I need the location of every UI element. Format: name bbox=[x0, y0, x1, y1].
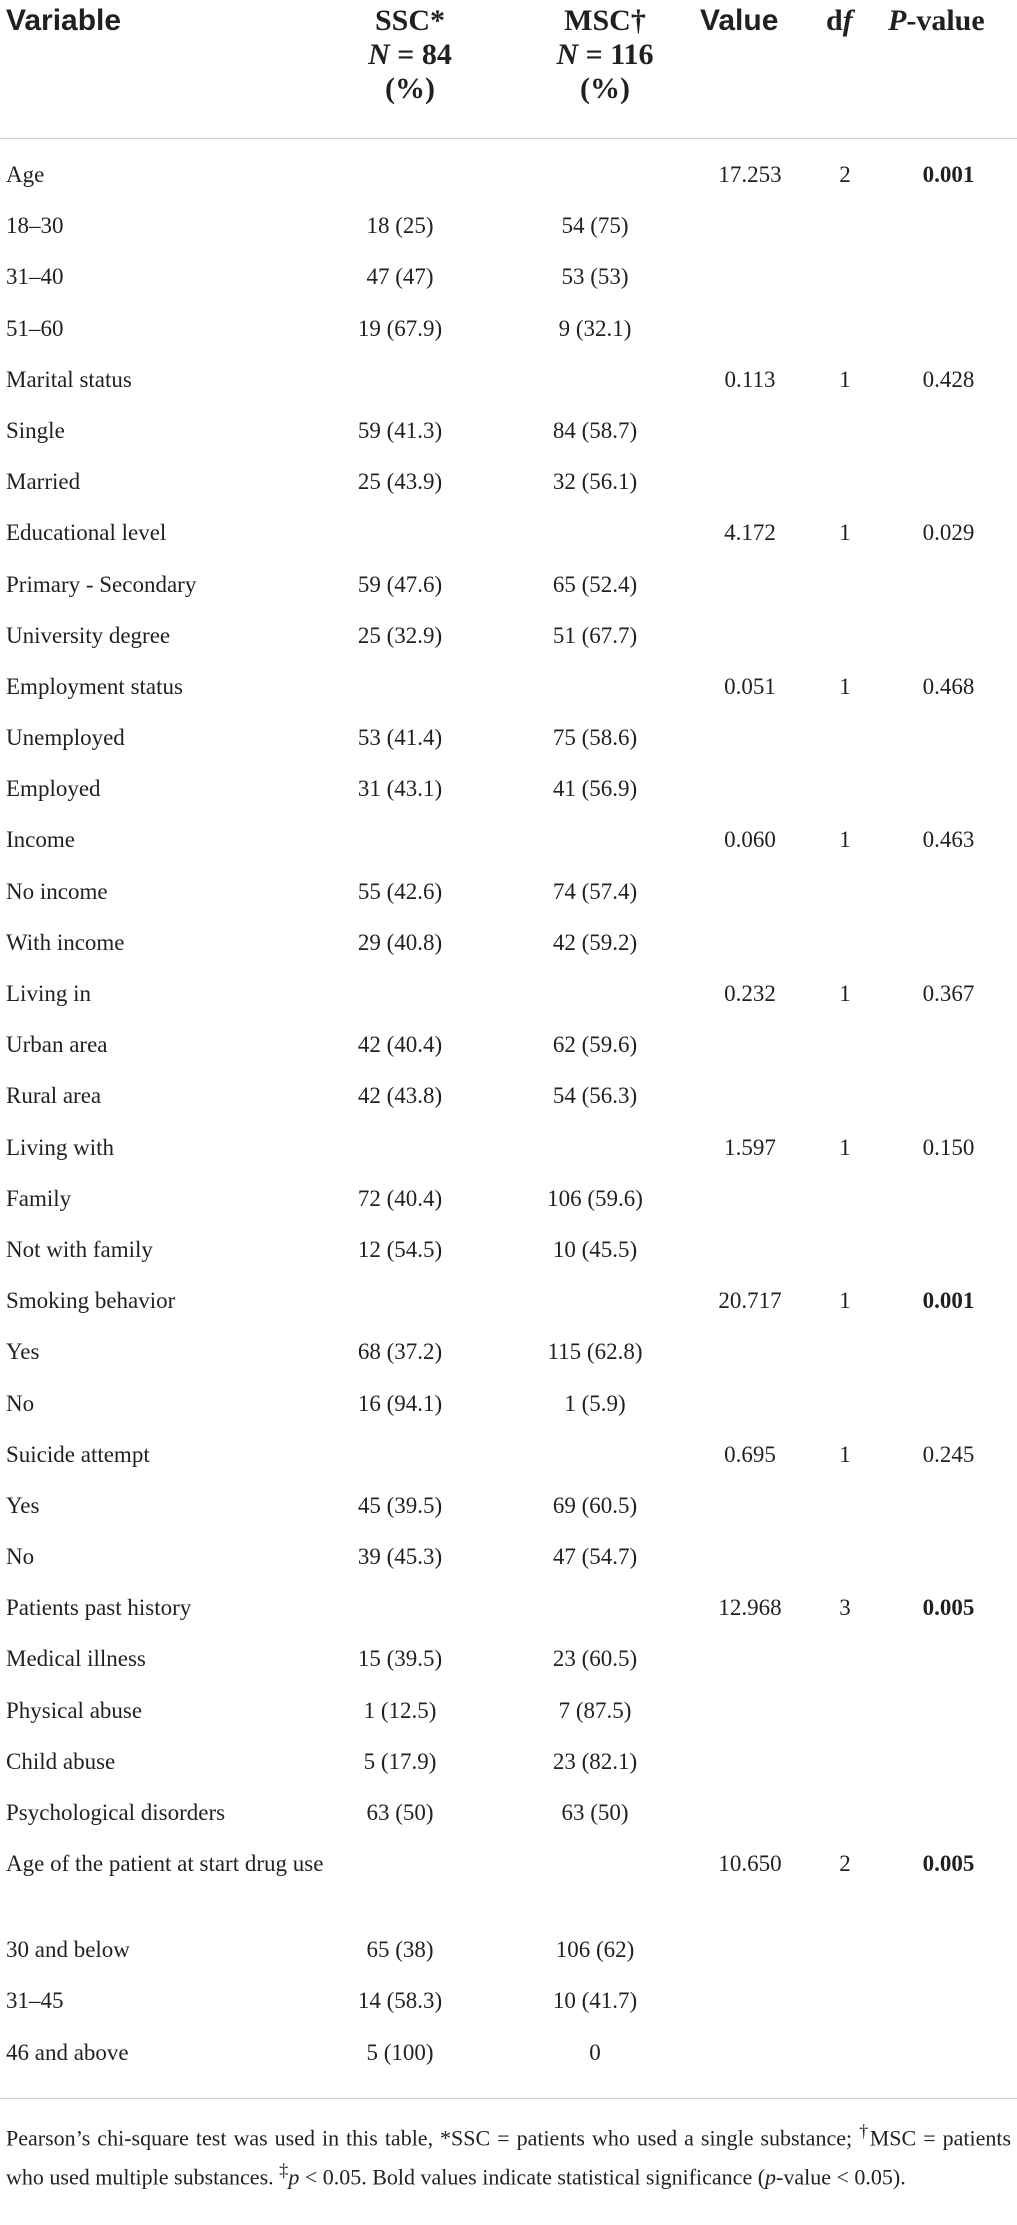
cell-variable: Family bbox=[6, 1185, 72, 1211]
cell-df: 2 bbox=[839, 1851, 851, 1877]
table-row bbox=[0, 1491, 1017, 1542]
cell-p-value: 0.029 bbox=[922, 520, 975, 546]
cell-ssc: 15 (39.5) bbox=[357, 1646, 443, 1672]
cell-value: 0.060 bbox=[724, 827, 776, 853]
cell-msc: 1 (5.9) bbox=[564, 1390, 626, 1416]
cell-ssc: 45 (39.5) bbox=[357, 1492, 443, 1518]
cell-ssc: 31 (43.1) bbox=[357, 776, 443, 802]
cell-variable: 18–30 bbox=[6, 213, 64, 239]
cell-msc: 75 (58.6) bbox=[552, 725, 638, 751]
cell-value: 10.650 bbox=[718, 1851, 782, 1877]
cell-ssc: 72 (40.4) bbox=[357, 1185, 443, 1211]
cell-ssc: 59 (41.3) bbox=[357, 417, 443, 443]
cell-msc: 106 (62) bbox=[555, 1937, 635, 1963]
cell-p-value: 0.245 bbox=[922, 1441, 975, 1467]
cell-msc: 115 (62.8) bbox=[547, 1339, 643, 1365]
cell-variable: 51–60 bbox=[6, 315, 64, 341]
cell-variable: Yes bbox=[6, 1339, 40, 1365]
cell-msc: 84 (58.7) bbox=[552, 417, 638, 443]
cell-msc: 63 (50) bbox=[561, 1800, 629, 1825]
table-row bbox=[0, 1986, 1017, 2037]
table-row bbox=[0, 1593, 1017, 1644]
cell-df: 1 bbox=[839, 827, 851, 853]
table-row bbox=[0, 979, 1017, 1030]
cell-df: 3 bbox=[839, 1595, 851, 1621]
cell-msc: 41 (56.9) bbox=[552, 776, 638, 802]
cell-variable: Yes bbox=[6, 1492, 40, 1518]
cell-value: 0.051 bbox=[724, 673, 776, 699]
table-row bbox=[0, 1644, 1017, 1695]
cell-ssc: 25 (43.9) bbox=[357, 469, 443, 495]
cell-df: 1 bbox=[839, 520, 851, 546]
cell-variable: Rural area bbox=[6, 1083, 102, 1109]
cell-msc: 74 (57.4) bbox=[552, 878, 638, 904]
cell-ssc: 18 (25) bbox=[366, 213, 434, 239]
table-row bbox=[0, 774, 1017, 825]
table-row bbox=[0, 160, 1017, 211]
cell-value: 0.232 bbox=[724, 981, 776, 1006]
cell-p-value: 0.367 bbox=[922, 981, 975, 1006]
table-row bbox=[0, 1030, 1017, 1081]
cell-variable: Married bbox=[6, 469, 81, 495]
table-row bbox=[0, 570, 1017, 621]
cell-p-value: 0.428 bbox=[922, 366, 975, 392]
cell-variable: Smoking behavior bbox=[6, 1288, 176, 1314]
cell-variable: 30 and below bbox=[6, 1937, 130, 1963]
cell-variable: Not with family bbox=[6, 1236, 153, 1262]
cell-value: 1.597 bbox=[724, 1134, 776, 1160]
cell-variable: No bbox=[6, 1544, 35, 1570]
cell-variable: Unemployed bbox=[6, 725, 125, 751]
cell-p-value: 0.468 bbox=[922, 673, 975, 699]
cell-df: 1 bbox=[839, 673, 851, 699]
cell-variable: Age of the patient at start drug use bbox=[6, 1851, 324, 1877]
table-row bbox=[0, 262, 1017, 313]
cell-msc: 32 (56.1) bbox=[552, 469, 638, 495]
cell-msc: 106 (59.6) bbox=[547, 1185, 643, 1211]
cell-msc: 62 (59.6) bbox=[552, 1032, 638, 1058]
cell-variable: University degree bbox=[6, 622, 171, 648]
cell-value: 0.113 bbox=[724, 366, 776, 392]
cell-p-value: 0.001 bbox=[922, 1288, 975, 1314]
cell-variable: Employed bbox=[6, 776, 101, 802]
header-df: df bbox=[826, 4, 853, 37]
cell-msc: 53 (53) bbox=[561, 264, 629, 290]
header-ssc-label: SSC* bbox=[374, 4, 446, 37]
table-row bbox=[0, 1389, 1017, 1440]
table-row bbox=[0, 1747, 1017, 1798]
header-ssc-unit: (%) bbox=[385, 72, 435, 105]
table-row bbox=[0, 1133, 1017, 1184]
cell-variable: Single bbox=[6, 417, 65, 443]
cell-msc: 54 (75) bbox=[561, 213, 629, 239]
cell-variable: 31–40 bbox=[6, 264, 64, 290]
cell-variable: Income bbox=[6, 827, 75, 853]
cell-msc: 10 (41.7) bbox=[552, 1988, 638, 2014]
table-row bbox=[0, 1235, 1017, 1286]
cell-ssc: 53 (41.4) bbox=[357, 725, 443, 751]
table-row bbox=[0, 723, 1017, 774]
header-msc-n: N = 116 bbox=[556, 38, 654, 71]
cell-ssc: 59 (47.6) bbox=[357, 571, 443, 597]
table-row bbox=[0, 877, 1017, 928]
cell-p-value: 0.463 bbox=[922, 827, 975, 853]
table-row bbox=[0, 467, 1017, 518]
table-row bbox=[0, 1798, 1017, 1849]
cell-p-value: 0.005 bbox=[922, 1595, 975, 1621]
cell-variable: Age bbox=[6, 162, 45, 187]
table-row bbox=[0, 825, 1017, 876]
cell-ssc: 39 (45.3) bbox=[357, 1544, 443, 1570]
table-row bbox=[0, 1542, 1017, 1593]
cell-msc: 42 (59.2) bbox=[552, 929, 638, 955]
cell-variable: Marital status bbox=[6, 366, 132, 392]
cell-ssc: 65 (38) bbox=[366, 1937, 434, 1963]
table-row bbox=[0, 416, 1017, 467]
table-body bbox=[0, 160, 1017, 2089]
cell-value: 17.253 bbox=[718, 162, 782, 187]
cell-value: 20.717 bbox=[718, 1288, 782, 1314]
cell-df: 1 bbox=[839, 981, 851, 1006]
header-ssc bbox=[340, 4, 480, 106]
cell-value: 12.968 bbox=[718, 1595, 782, 1621]
cell-variable: Primary - Secondary bbox=[6, 571, 197, 597]
cell-msc: 65 (52.4) bbox=[552, 571, 638, 597]
cell-variable: Physical abuse bbox=[6, 1697, 143, 1723]
cell-msc: 54 (56.3) bbox=[552, 1083, 638, 1109]
cell-ssc: 47 (47) bbox=[366, 264, 434, 290]
header-msc-label: MSC† bbox=[564, 4, 646, 37]
cell-variable: Living in bbox=[6, 981, 91, 1006]
table-row bbox=[0, 1337, 1017, 1388]
cell-df: 1 bbox=[839, 1288, 851, 1314]
cell-ssc: 55 (42.6) bbox=[357, 878, 443, 904]
cell-variable: Employment status bbox=[6, 673, 183, 699]
header-value: Value bbox=[700, 4, 779, 37]
cell-msc: 51 (67.7) bbox=[552, 622, 638, 648]
cell-msc: 23 (82.1) bbox=[552, 1748, 638, 1774]
table-row bbox=[0, 314, 1017, 365]
cell-msc: 23 (60.5) bbox=[552, 1646, 638, 1672]
cell-ssc: 19 (67.9) bbox=[357, 315, 443, 341]
cell-variable: With income bbox=[6, 929, 125, 955]
cell-variable: Educational level bbox=[6, 520, 167, 546]
cell-ssc: 29 (40.8) bbox=[357, 929, 443, 955]
cell-df: 1 bbox=[839, 1441, 851, 1467]
table-row bbox=[0, 1081, 1017, 1132]
table-row bbox=[0, 2038, 1017, 2089]
table-row bbox=[0, 672, 1017, 723]
cell-variable: Medical illness bbox=[6, 1646, 146, 1672]
cell-p-value: 0.150 bbox=[922, 1134, 975, 1160]
cell-variable: No income bbox=[6, 878, 108, 904]
cell-msc: 10 (45.5) bbox=[552, 1236, 638, 1262]
cell-ssc: 42 (43.8) bbox=[357, 1083, 443, 1109]
header-msc bbox=[530, 4, 680, 106]
cell-variable: Urban area bbox=[6, 1032, 108, 1058]
cell-ssc: 42 (40.4) bbox=[357, 1032, 443, 1058]
cell-ssc: 16 (94.1) bbox=[357, 1390, 443, 1416]
table-row bbox=[0, 621, 1017, 672]
table-row bbox=[0, 518, 1017, 569]
cell-variable: No bbox=[6, 1390, 35, 1416]
cell-ssc: 68 (37.2) bbox=[357, 1339, 443, 1365]
cell-value: 0.695 bbox=[724, 1441, 776, 1467]
cell-ssc: 14 (58.3) bbox=[357, 1988, 443, 2014]
header-ssc-n: N = 84 bbox=[368, 38, 452, 71]
cell-variable: Living with bbox=[6, 1134, 114, 1160]
table-row bbox=[0, 1849, 1017, 1935]
header-variable: Variable bbox=[6, 4, 122, 37]
table-row bbox=[0, 1286, 1017, 1337]
cell-p-value: 0.001 bbox=[922, 162, 975, 187]
cell-ssc: 63 (50) bbox=[366, 1800, 434, 1825]
cell-ssc: 5 (100) bbox=[366, 2039, 434, 2065]
cell-msc: 0 bbox=[589, 2039, 601, 2065]
cell-variable: 31–45 bbox=[6, 1988, 64, 2014]
cell-variable: 46 and above bbox=[6, 2039, 129, 2065]
cell-msc: 69 (60.5) bbox=[552, 1492, 638, 1518]
cell-p-value: 0.005 bbox=[922, 1851, 975, 1877]
table-row bbox=[0, 1184, 1017, 1235]
cell-msc: 47 (54.7) bbox=[552, 1544, 638, 1570]
cell-ssc: 25 (32.9) bbox=[357, 622, 443, 648]
cell-value: 4.172 bbox=[724, 520, 776, 546]
cell-variable: Suicide attempt bbox=[6, 1441, 150, 1467]
table-row bbox=[0, 365, 1017, 416]
cell-ssc: 1 (12.5) bbox=[363, 1697, 437, 1723]
cell-df: 1 bbox=[839, 366, 851, 392]
cell-df: 1 bbox=[839, 1134, 851, 1160]
cell-msc: 7 (87.5) bbox=[558, 1697, 632, 1723]
cell-ssc: 12 (54.5) bbox=[357, 1236, 443, 1262]
table-row bbox=[0, 1696, 1017, 1747]
cell-variable: Patients past history bbox=[6, 1595, 192, 1621]
table-header bbox=[0, 0, 1017, 139]
cell-ssc: 5 (17.9) bbox=[363, 1748, 437, 1774]
table-row bbox=[0, 1440, 1017, 1491]
cell-variable: Child abuse bbox=[6, 1748, 116, 1774]
table-row bbox=[0, 928, 1017, 979]
header-p-value: P-value bbox=[888, 4, 985, 37]
cell-variable: Psychological disorders bbox=[6, 1800, 226, 1825]
header-msc-unit: (%) bbox=[580, 72, 630, 105]
table-footnote: Pearson’s chi-square test was used in this table, *SSC = patients who used a single substance; †MSC = patients who used multiple substances. ‡p < 0.05. Bold values indicate statistical significance (p-value < 0.05). bbox=[0, 2098, 1017, 2194]
table-row bbox=[0, 1935, 1017, 1986]
table-row bbox=[0, 211, 1017, 262]
cell-df: 2 bbox=[839, 162, 851, 187]
cell-msc: 9 (32.1) bbox=[558, 315, 632, 341]
